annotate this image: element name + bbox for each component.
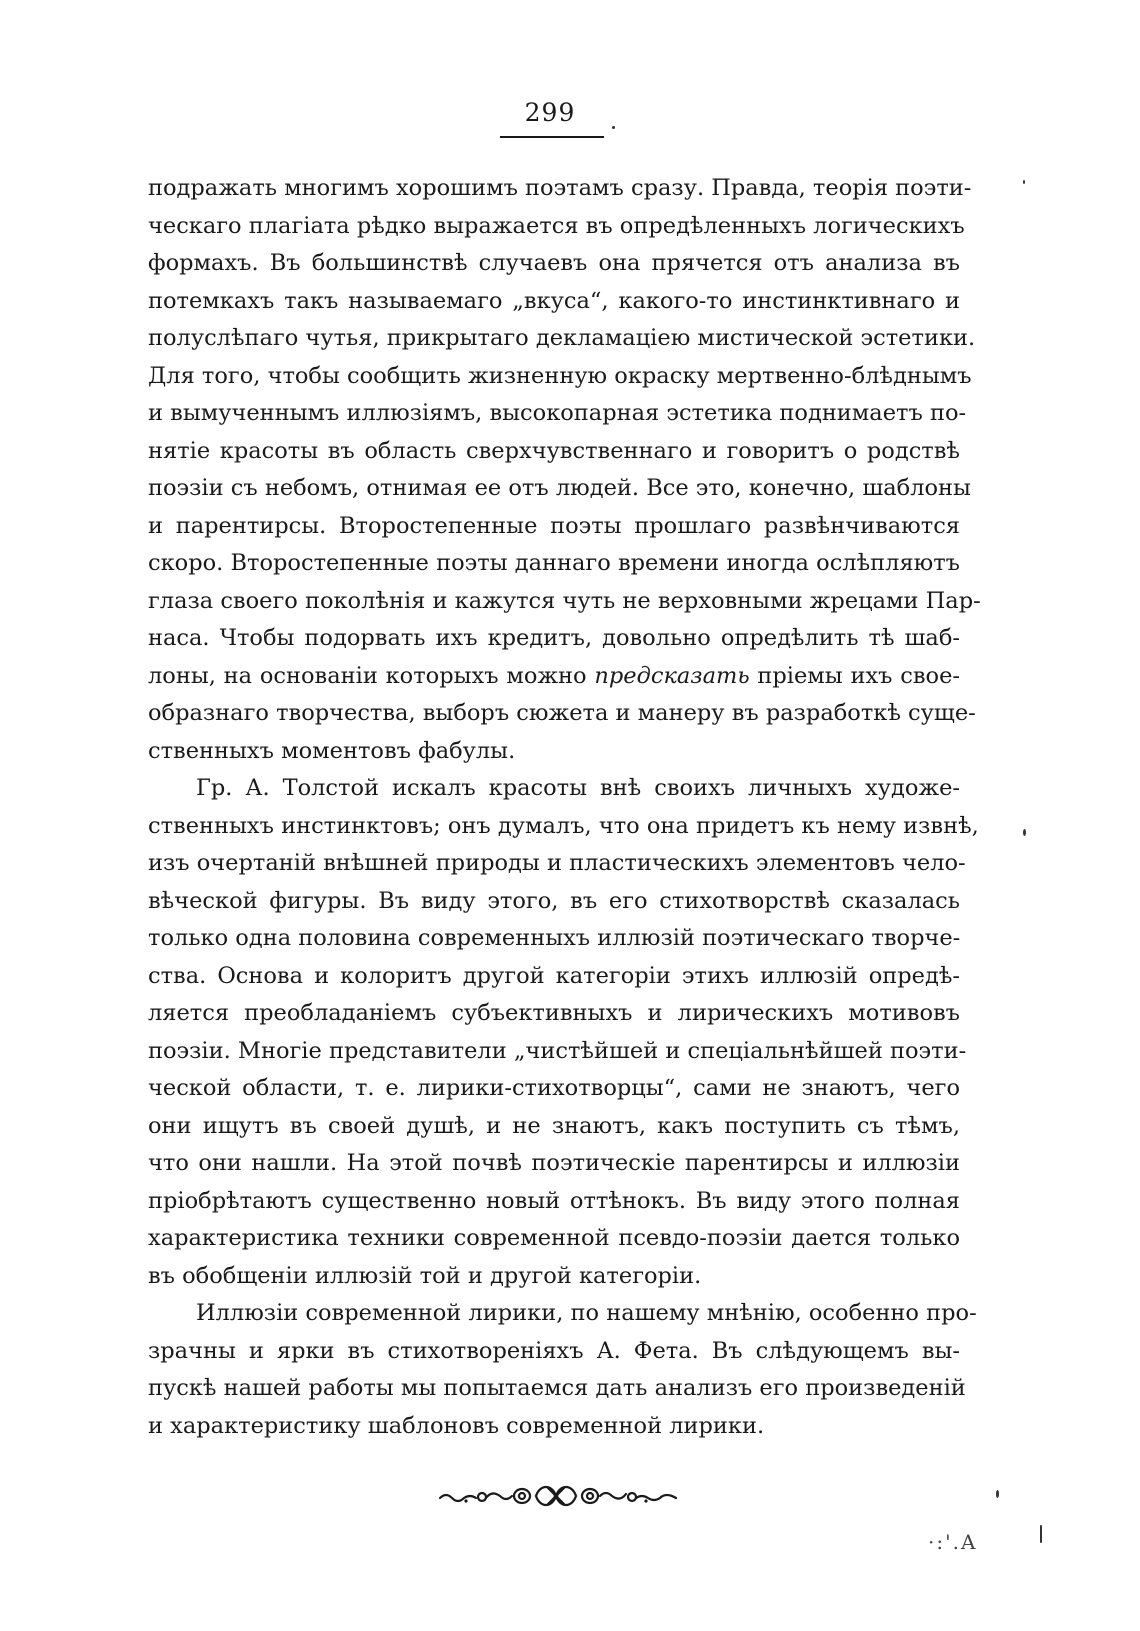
text-line: наса. Чтобы подорвать ихъ кредитъ, довольно опредѣлить тѣ шаб- (148, 625, 960, 651)
paragraph-1 (148, 170, 981, 770)
scan-speck (1023, 829, 1026, 836)
paragraph-2 (148, 770, 979, 1295)
text-line: ческаго плагіата рѣдко выражается въ опредѣленныхъ логическихъ (148, 212, 965, 239)
text-line: ственныхъ моментовъ фабулы. (148, 737, 516, 764)
text-line: характеристика техники современной псевдо-поэзіи дается только (148, 1225, 960, 1251)
text-line: ляется преобладаніемъ субъективныхъ и лирическихъ мотивовъ (148, 1000, 960, 1026)
text-line: только одна половина современныхъ иллюзій поэтическаго творче- (148, 925, 961, 951)
scan-corner-mark: ·:'.A (928, 1530, 978, 1554)
scan-speck (1023, 180, 1025, 184)
text-line: лоны, на основаніи которыхъ можно предсказать пріемы ихъ свое- (148, 662, 960, 689)
scan-speck (1040, 1525, 1042, 1543)
paragraph-3 (148, 1295, 977, 1445)
text-line: потемкахъ такъ называемаго „вкуса“, какого-то инстинктивнаго и (148, 287, 960, 314)
text-line: поэзіи съ небомъ, отнимая ее отъ людей. Все это, конечно, шаблоны (148, 475, 971, 501)
scan-speck (996, 1490, 999, 1498)
text-line: поэзіи. Многіе представители „чистѣйшей и спеціальнѣйшей поэти- (148, 1037, 967, 1064)
text-line: нятіе красоты въ область сверхчувственнаго и говоритъ о родствѣ (148, 437, 960, 464)
text-line: вѣческой фигуры. Въ виду этого, въ его стихотворствѣ сказалась (148, 887, 960, 914)
text-line: ческой области, т. е. лирики-стихотворцы“, сами не знаютъ, чего (148, 1075, 960, 1101)
text-line: глаза своего поколѣнія и кажутся чуть не верховными жрецами Пар- (148, 587, 981, 614)
text-line: полуслѣпаго чутья, прикрытаго декламаціею мистической эстетики. (148, 325, 976, 351)
scan-speck (612, 126, 615, 129)
text-line: зрачны и ярки въ стихотвореніяхъ А. Фета. Въ слѣдующемъ вы- (148, 1337, 960, 1364)
body-text (148, 170, 981, 1445)
text-line: и парентирсы. Второстепенные поэты прошлаго развѣнчиваются (148, 512, 960, 539)
tailpiece-ornament-icon (436, 1476, 680, 1516)
text-line: образнаго творчества, выборъ сюжета и манеру въ разработкѣ суще- (148, 700, 976, 726)
text-line: изъ очертаній внѣшней природы и пластическихъ элементовъ чело- (148, 850, 966, 876)
text-line: Для того, чтобы сообщить жизненную окраску мертвенно-блѣднымъ (148, 362, 972, 389)
text-line: формахъ. Въ большинствѣ случаевъ она прячется отъ анализа въ (148, 250, 960, 276)
text-line: и вымученнымъ иллюзіямъ, высокопарная эстетика поднимаетъ по- (148, 400, 967, 426)
text-line: что они нашли. На этой почвѣ поэтическіе парентирсы и иллюзіи (148, 1150, 960, 1176)
page-number: 299 (524, 98, 576, 127)
text-line: Иллюзіи современной лирики, по нашему мнѣнію, особенно про- (196, 1300, 977, 1326)
text-line: подражать многимъ хорошимъ поэтамъ сразу. Правда, теорія поэти- (148, 175, 972, 201)
text-line: пускѣ нашей работы мы попытаемся дать анализъ его произведеній (148, 1375, 966, 1401)
text-line: ственныхъ инстинктовъ; онъ думалъ, что она придетъ къ нему извнѣ, (148, 812, 979, 839)
text-line: Гр. А. Толстой искалъ красоты внѣ своихъ личныхъ художе- (196, 775, 960, 801)
text-line: и характеристику шаблоновъ современной лирики. (148, 1412, 765, 1439)
text-line: пріобрѣтаютъ существенно новый оттѣнокъ. Въ виду этого полная (148, 1187, 960, 1214)
emphasized-word: предсказать (594, 662, 750, 689)
text-line: они ищутъ въ своей душѣ, и не знаютъ, какъ поступить съ тѣмъ, (148, 1112, 960, 1139)
text-line: скоро. Второстепенные поэты даннаго времени иногда ослѣпляютъ (148, 550, 960, 576)
text-line: ства. Основа и колоритъ другой категоріи этихъ иллюзій опредѣ- (148, 962, 960, 989)
page-number-rule (500, 136, 604, 138)
text-line: въ обобщеніи иллюзій той и другой категоріи. (148, 1262, 702, 1289)
